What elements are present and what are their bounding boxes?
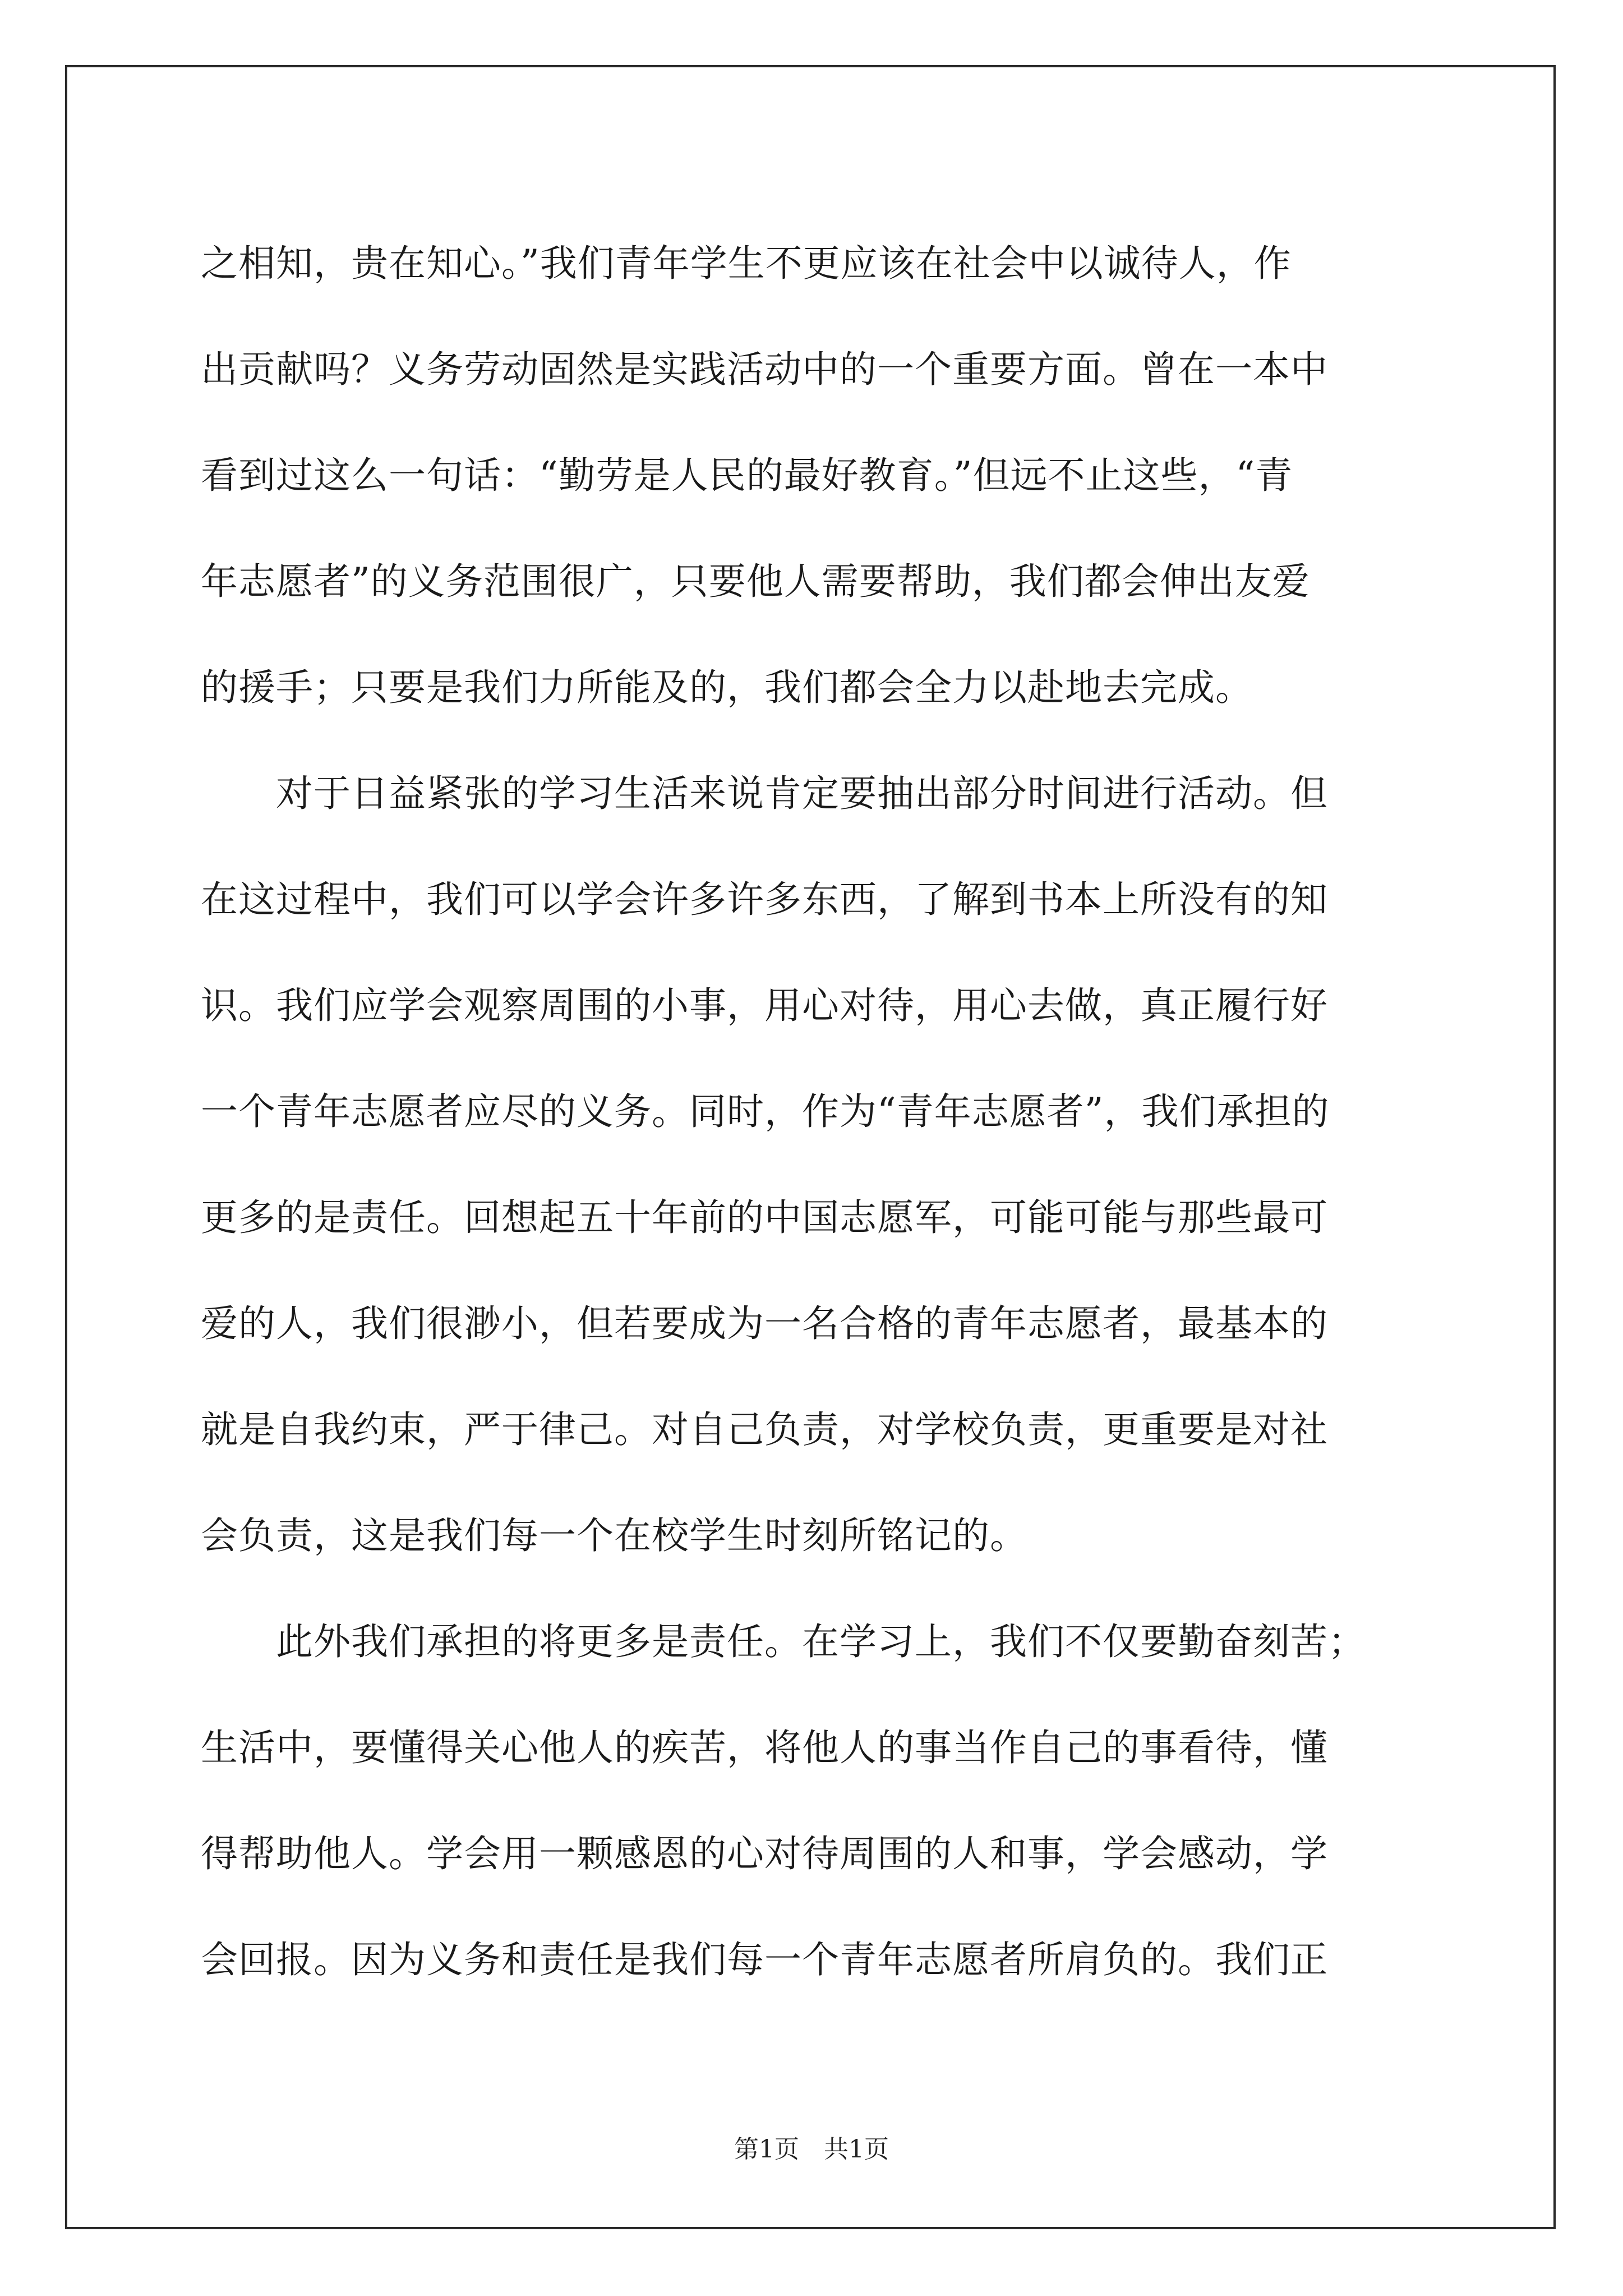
text-line: 更多的是责任。回想起五十年前的中国志愿军，可能可能与那些最可 <box>201 1196 1328 1239</box>
text-line: 会回报。因为义务和责任是我们每一个青年志愿者所肩负的。我们正 <box>201 1938 1328 1981</box>
text-line: 对于日益紧张的学习生活来说肯定要抽出部分时间进行活动。但 <box>201 772 1328 815</box>
text-line: 此外我们承担的将更多是责任。在学习上，我们不仅要勤奋刻苦； <box>201 1620 1366 1663</box>
text-line: 会负责，这是我们每一个在校学生时刻所铭记的。 <box>201 1514 1027 1557</box>
text-line: 一个青年志愿者应尽的义务。同时，作为“青年志愿者”，我们承担的 <box>201 1090 1330 1133</box>
text-line: 在这过程中，我们可以学会许多许多东西，了解到书本上所没有的知 <box>201 878 1328 921</box>
text-line: 年志愿者”的义务范围很广，只要他人需要帮助，我们都会伸出友爱 <box>201 560 1310 603</box>
text-line: 看到过这么一句话：“勤劳是人民的最好教育。”但远不止这些，“青 <box>201 454 1293 497</box>
text-line: 生活中，要懂得关心他人的疾苦，将他人的事当作自己的事看待，懂 <box>201 1726 1328 1769</box>
text-line: 识。我们应学会观察周围的小事，用心对待，用心去做，真正履行好 <box>201 984 1328 1027</box>
text-line: 就是自我约束，严于律己。对自己负责，对学校负责，更重要是对社 <box>201 1408 1328 1451</box>
page-number-footer: 第1页 共1页 <box>734 2135 889 2164</box>
text-line: 之相知，贵在知心。”我们青年学生不更应该在社会中以诚待人，作 <box>201 242 1292 285</box>
text-line: 得帮助他人。学会用一颗感恩的心对待周围的人和事，学会感动，学 <box>201 1832 1328 1875</box>
text-line: 出贡献吗？义务劳动固然是实践活动中的一个重要方面。曾在一本中 <box>201 348 1328 391</box>
document-body <box>201 210 1435 2013</box>
text-line: 的援手；只要是我们力所能及的，我们都会全力以赴地去完成。 <box>201 666 1253 709</box>
text-line: 爱的人，我们很渺小，但若要成为一名合格的青年志愿者，最基本的 <box>201 1302 1328 1345</box>
